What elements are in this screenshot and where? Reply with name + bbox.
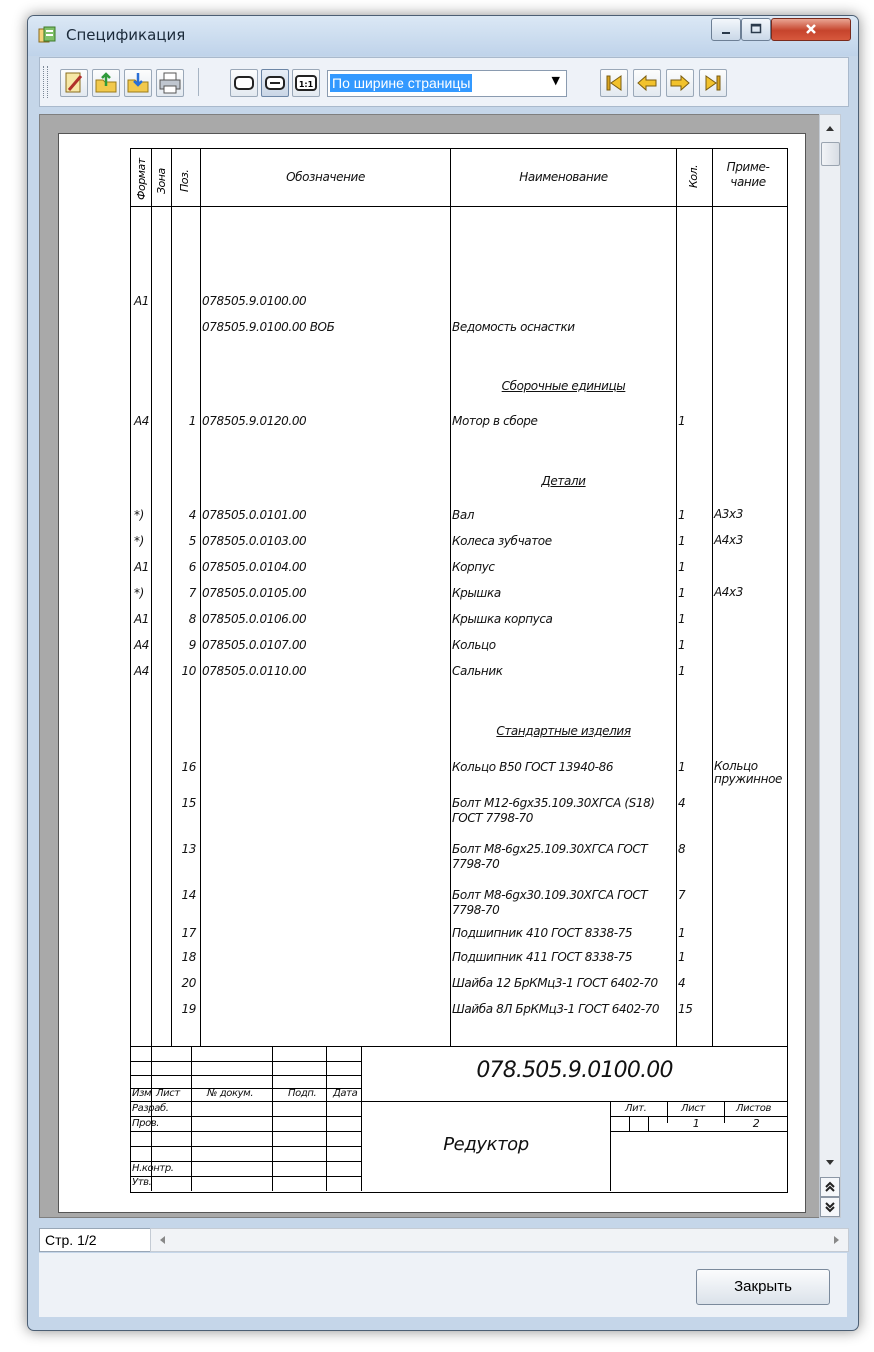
double-chevron-up-icon	[821, 1178, 839, 1196]
stamp-row-line	[131, 1176, 362, 1177]
fit-page-button[interactable]	[230, 69, 258, 97]
first-page-button[interactable]	[600, 69, 628, 97]
spec-cell-format: *)	[134, 586, 144, 600]
close-button[interactable]: Закрыть	[696, 1269, 830, 1305]
spec-cell-designation: 078505.0.0107.00	[202, 638, 307, 652]
spec-cell-designation: 078505.9.0100.00 ВОБ	[202, 320, 335, 334]
spec-cell-name: Колеса зубчатое	[452, 534, 552, 548]
spec-cell-pos: 1	[188, 414, 196, 428]
stamp-sheets-label: Листов	[736, 1103, 771, 1114]
vertical-scrollbar[interactable]	[819, 114, 841, 1218]
svg-text:1:1: 1:1	[298, 80, 314, 89]
spec-cell-designation: 078505.0.0105.00	[202, 586, 307, 600]
header-qty: Кол.	[687, 164, 700, 188]
header-format: Формат	[135, 158, 148, 200]
actual-size-icon	[293, 70, 319, 96]
last-page-button[interactable]	[699, 69, 727, 97]
stamp-line	[629, 1116, 630, 1131]
import-icon	[125, 70, 151, 96]
col-line	[450, 148, 451, 1046]
fit-page-icon	[231, 70, 257, 96]
spec-cell-pos: 6	[188, 560, 196, 574]
col-line	[676, 148, 677, 1046]
scroll-right-icon[interactable]	[832, 1234, 842, 1246]
minimize-icon	[720, 24, 732, 36]
maximize-button[interactable]	[741, 18, 771, 41]
stamp-line	[648, 1116, 649, 1131]
maximize-icon	[750, 23, 762, 35]
spec-cell-note: Кольцо пружинное	[714, 759, 782, 786]
arrow-right-icon	[667, 70, 693, 96]
stamp-sheets-value: 2	[752, 1117, 760, 1130]
spec-cell-format: A1	[134, 612, 150, 626]
spec-cell-pos: 9	[188, 638, 196, 652]
toolbar-grip	[43, 66, 48, 98]
stamp-line	[191, 1046, 192, 1191]
toolbar	[39, 57, 849, 107]
app-icon	[38, 26, 56, 44]
import-button[interactable]	[124, 69, 152, 97]
printer-icon	[157, 70, 183, 96]
spec-cell-name: Подшипник 410 ГОСТ 8338-75	[452, 926, 633, 940]
spec-cell-format: A1	[134, 560, 150, 574]
stamp-row-line	[610, 1131, 787, 1132]
spec-section-title: Детали	[541, 474, 586, 488]
close-icon	[804, 22, 818, 36]
stamp-row-line	[131, 1131, 362, 1132]
spec-cell-name: Кольцо В50 ГОСТ 13940-86	[452, 760, 614, 774]
arrow-left-icon	[634, 70, 660, 96]
stamp-row-line	[131, 1161, 362, 1162]
spec-cell-name: Ведомость оснастки	[452, 320, 575, 334]
zoom-select-value: По ширине страницы	[332, 75, 471, 91]
header-zone: Зона	[155, 168, 168, 194]
spec-cell-name: Крышка	[452, 586, 501, 600]
col-line	[200, 148, 201, 1046]
export-button[interactable]	[92, 69, 120, 97]
spec-cell-pos: 18	[181, 950, 196, 964]
col-line	[712, 148, 713, 1046]
spec-cell-designation: 078505.0.0101.00	[202, 508, 307, 522]
next-page-scroll-button[interactable]	[820, 1197, 840, 1217]
spec-section-title: Сборочные единицы	[501, 379, 626, 393]
stamp-row-line	[131, 1146, 362, 1147]
spec-cell-pos: 15	[181, 796, 196, 810]
minimize-button[interactable]	[711, 18, 741, 41]
stamp-col-list: Лист	[156, 1088, 180, 1099]
stamp-col-date: Дата	[333, 1088, 358, 1099]
col-line	[151, 148, 152, 1046]
prev-page-scroll-button[interactable]	[820, 1177, 840, 1197]
stamp-row-razrab: Разраб.	[132, 1103, 169, 1114]
spec-cell-qty: 1	[678, 664, 686, 678]
stamp-row-line	[131, 1101, 787, 1102]
spec-cell-pos: 7	[188, 586, 196, 600]
spec-cell-pos: 13	[181, 842, 196, 856]
stamp-col-doc: № докум.	[207, 1088, 254, 1099]
spec-cell-designation: 078505.0.0103.00	[202, 534, 307, 548]
spec-cell-qty: 1	[678, 926, 686, 940]
stamp-col-izm: Изм	[132, 1088, 152, 1099]
stamp-row-line	[131, 1075, 362, 1076]
spec-cell-pos: 16	[181, 760, 196, 774]
bottom-panel	[39, 1253, 847, 1317]
spec-cell-qty: 7	[678, 888, 686, 902]
stamp-line	[272, 1046, 273, 1191]
spec-cell-qty: 1	[678, 612, 686, 626]
spec-cell-note: А3х3	[714, 507, 743, 521]
actual-size-button[interactable]	[292, 69, 320, 97]
spec-sheet	[58, 133, 806, 1213]
status-row	[39, 1228, 847, 1252]
spec-cell-pos: 20	[181, 976, 196, 990]
spec-cell-qty: 1	[678, 638, 686, 652]
stamp-doc-number: 078.505.9.0100.00	[476, 1058, 673, 1083]
spec-cell-qty: 1	[678, 950, 686, 964]
spec-cell-name: Мотор в сборе	[452, 414, 538, 428]
spec-cell-name: Подшипник 411 ГОСТ 8338-75	[452, 950, 633, 964]
spec-cell-name: Шайба 8Л БрКМц3-1 ГОСТ 6402-70	[452, 1002, 660, 1016]
spec-cell-qty: 8	[678, 842, 686, 856]
close-window-button[interactable]	[771, 18, 851, 41]
prev-page-button[interactable]	[633, 69, 661, 97]
header-note: Приме-чание	[726, 160, 770, 189]
header-pos: Поз.	[178, 169, 191, 192]
spec-cell-name: Вал	[452, 508, 475, 522]
next-page-button[interactable]	[666, 69, 694, 97]
spec-cell-qty: 15	[678, 1002, 693, 1016]
spec-cell-qty: 1	[678, 414, 686, 428]
stamp-row-line	[131, 1116, 362, 1117]
spec-cell-qty: 1	[678, 560, 686, 574]
spec-cell-name: Кольцо	[452, 638, 496, 652]
window-title: Спецификация	[66, 26, 186, 44]
spec-cell-pos: 4	[188, 508, 196, 522]
title-bar[interactable]	[28, 16, 858, 56]
spec-cell-name: Болт М12-6gх35.109.30ХГСА (S18) ГОСТ 7798-70	[452, 796, 655, 825]
spec-cell-name: Болт М8-6gх30.109.30ХГСА ГОСТ 7798-70	[452, 888, 648, 917]
spec-cell-name: Шайба 12 БрКМц3-1 ГОСТ 6402-70	[452, 976, 658, 990]
spec-cell-pos: 10	[181, 664, 196, 678]
stamp-line	[326, 1046, 327, 1191]
last-page-icon	[700, 70, 726, 96]
zoom-select[interactable]	[327, 70, 567, 97]
page-indicator: Стр. 1/2	[39, 1228, 153, 1252]
horizontal-scrollbar[interactable]	[150, 1228, 849, 1252]
spec-cell-pos: 17	[181, 926, 196, 940]
toolbar-separator	[198, 68, 199, 96]
spec-window	[27, 15, 859, 1331]
spec-cell-designation: 078505.0.0110.00	[202, 664, 307, 678]
spec-cell-format: A1	[134, 294, 150, 308]
scroll-down-icon[interactable]	[824, 1158, 836, 1168]
spec-cell-qty: 4	[678, 796, 686, 810]
scroll-left-icon[interactable]	[157, 1234, 167, 1246]
spec-cell-format: A4	[134, 414, 150, 428]
spec-cell-name: Крышка корпуса	[452, 612, 553, 626]
spec-cell-qty: 1	[678, 508, 686, 522]
spec-cell-pos: 14	[181, 888, 196, 902]
spec-cell-format: A4	[134, 638, 150, 652]
stamp-line	[610, 1101, 611, 1191]
spec-cell-pos: 19	[181, 1002, 196, 1016]
first-page-icon	[601, 70, 627, 96]
spec-section-title: Стандартные изделия	[496, 724, 631, 738]
document-view[interactable]	[39, 114, 821, 1218]
export-icon	[93, 70, 119, 96]
scroll-thumb[interactable]	[821, 142, 840, 166]
spec-cell-designation: 078505.9.0120.00	[202, 414, 307, 428]
spec-cell-format: A4	[134, 664, 150, 678]
stamp-row-line	[131, 1061, 362, 1062]
header-name: Наименование	[519, 170, 608, 184]
spec-cell-name: Корпус	[452, 560, 495, 574]
spec-cell-qty: 4	[678, 976, 686, 990]
edit-button[interactable]	[60, 69, 88, 97]
fit-width-button[interactable]	[261, 69, 289, 97]
scroll-up-icon[interactable]	[824, 123, 836, 133]
header-designation: Обозначение	[286, 170, 365, 184]
spec-cell-note: А4х3	[714, 585, 743, 599]
double-chevron-down-icon	[821, 1198, 839, 1216]
spec-cell-name: Сальник	[452, 664, 503, 678]
spec-cell-qty: 1	[678, 534, 686, 548]
stamp-row-nkontr: Н.контр.	[132, 1163, 174, 1174]
spec-cell-designation: 078505.0.0104.00	[202, 560, 307, 574]
print-button[interactable]	[156, 69, 184, 97]
stamp-row-utv: Утв.	[132, 1177, 152, 1188]
spec-cell-format: *)	[134, 508, 144, 522]
spec-cell-format: *)	[134, 534, 144, 548]
stamp-lit-label: Лит.	[625, 1103, 647, 1114]
fit-width-icon	[262, 70, 288, 96]
spec-cell-qty: 1	[678, 586, 686, 600]
spec-cell-note: А4х3	[714, 533, 743, 547]
spec-cell-pos: 5	[188, 534, 196, 548]
header-divider	[131, 206, 787, 207]
spec-cell-pos: 8	[188, 612, 196, 626]
stamp-row-prov: Пров.	[132, 1118, 160, 1129]
spec-cell-qty: 1	[678, 760, 686, 774]
spec-cell-designation: 078505.9.0100.00	[202, 294, 307, 308]
spec-cell-designation: 078505.0.0106.00	[202, 612, 307, 626]
spec-cell-name: Болт М8-6gх25.109.30ХГСА ГОСТ 7798-70	[452, 842, 648, 871]
stamp-sheet-label: Лист	[681, 1103, 705, 1114]
stamp-col-sign: Подп.	[288, 1088, 317, 1099]
stamp-title: Редуктор	[443, 1134, 529, 1155]
stamp-top-line	[131, 1046, 787, 1047]
stamp-sheet-value: 1	[692, 1117, 700, 1130]
chevron-down-icon[interactable]: ▼	[551, 74, 560, 87]
edit-document-icon	[61, 70, 87, 96]
